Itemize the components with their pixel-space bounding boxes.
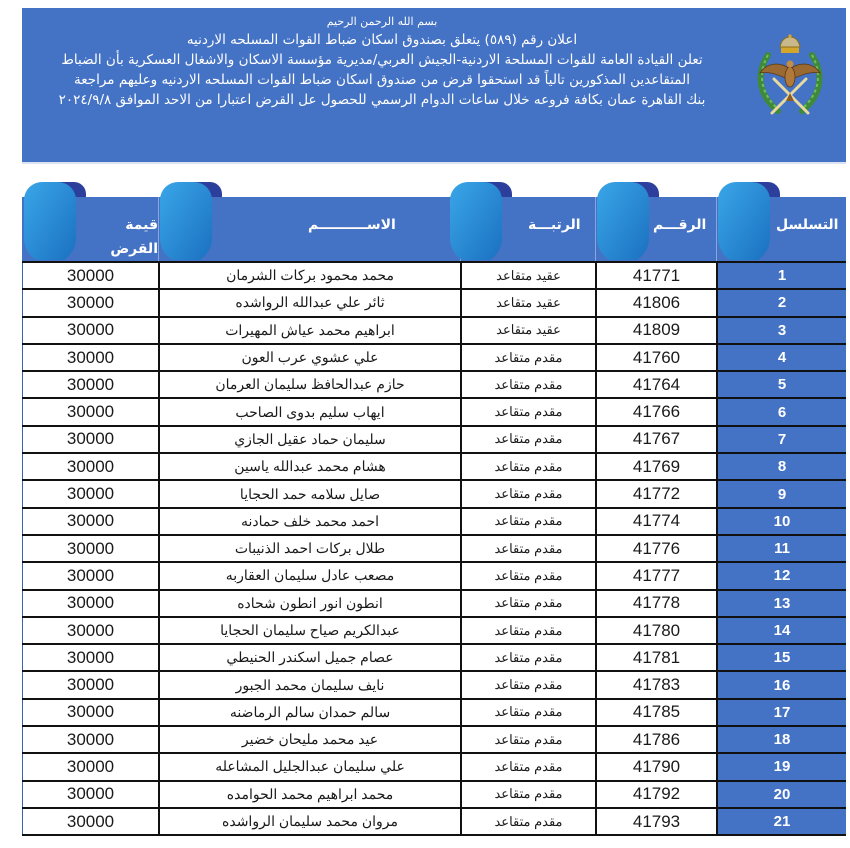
table-row [22, 454, 846, 481]
serial-cell: 13 [716, 591, 846, 616]
table-header [22, 175, 846, 261]
rank-cell: عقيد متقاعد [460, 318, 595, 343]
table-row [22, 645, 846, 672]
loan-amount-cell: 30000 [22, 509, 158, 534]
rank-cell: مقدم متقاعد [460, 399, 595, 424]
announcement-banner [22, 8, 846, 164]
number-cell: 41778 [595, 591, 716, 616]
jordan-armed-forces-emblem-icon [754, 33, 826, 123]
loan-amount-cell: 30000 [22, 481, 158, 506]
loan-amount-cell: 30000 [22, 727, 158, 752]
serial-cell: 11 [716, 536, 846, 561]
number-cell: 41786 [595, 727, 716, 752]
table-row [22, 318, 846, 345]
rank-cell: عقيد متقاعد [460, 263, 595, 288]
announcement-text [52, 14, 712, 110]
name-cell: سليمان حماد عقيل الجازي [158, 427, 460, 452]
number-cell: 41781 [595, 645, 716, 670]
ribbon-tab-icon [158, 180, 224, 260]
loan-amount-cell: 30000 [22, 399, 158, 424]
rank-cell: مقدم متقاعد [460, 618, 595, 643]
rank-cell: مقدم متقاعد [460, 754, 595, 779]
serial-cell: 16 [716, 672, 846, 697]
name-cell: ايهاب سليم بدوى الصاحب [158, 399, 460, 424]
loan-amount-cell: 30000 [22, 700, 158, 725]
loan-amount-cell: 30000 [22, 563, 158, 588]
rank-cell: مقدم متقاعد [460, 345, 595, 370]
table-row [22, 427, 846, 454]
header-label: التسلسل [776, 217, 839, 233]
table-row [22, 809, 846, 836]
number-cell: 41767 [595, 427, 716, 452]
rank-cell: مقدم متقاعد [460, 591, 595, 616]
loan-recipients-table [22, 175, 846, 831]
loan-amount-cell: 30000 [22, 427, 158, 452]
rank-cell: مقدم متقاعد [460, 672, 595, 697]
serial-cell: 6 [716, 399, 846, 424]
table-row [22, 700, 846, 727]
loan-amount-cell: 30000 [22, 372, 158, 397]
header-name [158, 175, 460, 261]
rank-cell: مقدم متقاعد [460, 372, 595, 397]
loan-amount-cell: 30000 [22, 290, 158, 315]
loan-amount-cell: 30000 [22, 618, 158, 643]
table-row [22, 591, 846, 618]
name-cell: عيد محمد مليحان خضير [158, 727, 460, 752]
table-row [22, 263, 846, 290]
header-loan-amount [22, 175, 158, 261]
table-row [22, 672, 846, 699]
rank-cell: مقدم متقاعد [460, 536, 595, 561]
rank-cell: مقدم متقاعد [460, 645, 595, 670]
name-cell: ابراهيم محمد عياش المهيرات [158, 318, 460, 343]
table-row [22, 563, 846, 590]
serial-cell: 3 [716, 318, 846, 343]
announcement-title: اعلان رقم (٥٨٩) يتعلق بصندوق اسكان ضباط القوات المسلحه الاردنيه [186, 32, 578, 48]
serial-cell: 8 [716, 454, 846, 479]
ribbon-tab-icon [448, 180, 514, 260]
serial-cell: 20 [716, 782, 846, 807]
name-cell: احمد محمد خلف حمادنه [158, 509, 460, 534]
name-cell: مروان محمد سليمان الرواشده [158, 809, 460, 834]
number-cell: 41760 [595, 345, 716, 370]
announcement-line: تعلن القيادة العامة للقوات المسلحة الاردنية-الجيش العربي/مديرية مؤسسة الاسكان والاشغال العسكرية بأن الضباط [61, 52, 703, 68]
basmala: بسم الله الرحمن الرحيم [326, 15, 438, 28]
name-cell: ثائر علي عبدالله الرواشده [158, 290, 460, 315]
table-row [22, 481, 846, 508]
number-cell: 41766 [595, 399, 716, 424]
serial-cell: 2 [716, 290, 846, 315]
loan-amount-cell: 30000 [22, 454, 158, 479]
number-cell: 41764 [595, 372, 716, 397]
serial-cell: 17 [716, 700, 846, 725]
name-cell: محمد ابراهيم محمد الحوامده [158, 782, 460, 807]
table-row [22, 727, 846, 754]
number-cell: 41793 [595, 809, 716, 834]
header-number [595, 175, 716, 261]
serial-cell: 7 [716, 427, 846, 452]
table-row [22, 782, 846, 809]
name-cell: عصام جميل اسكندر الحنيطي [158, 645, 460, 670]
name-cell: علي عشوي عرب العون [158, 345, 460, 370]
number-cell: 41806 [595, 290, 716, 315]
serial-cell: 5 [716, 372, 846, 397]
rank-cell: مقدم متقاعد [460, 727, 595, 752]
ribbon-tab-icon [595, 180, 661, 260]
number-cell: 41809 [595, 318, 716, 343]
serial-cell: 12 [716, 563, 846, 588]
number-cell: 41772 [595, 481, 716, 506]
name-cell: صايل سلامه حمد الحجايا [158, 481, 460, 506]
rank-cell: مقدم متقاعد [460, 700, 595, 725]
name-cell: عبدالكريم صياح سليمان الحجايا [158, 618, 460, 643]
table-row [22, 536, 846, 563]
loan-amount-cell: 30000 [22, 591, 158, 616]
number-cell: 41790 [595, 754, 716, 779]
table-row [22, 372, 846, 399]
number-cell: 41777 [595, 563, 716, 588]
name-cell: سالم حمدان سالم الرماضنه [158, 700, 460, 725]
serial-cell: 10 [716, 509, 846, 534]
header-label: الرتبـــة [528, 217, 581, 233]
serial-cell: 21 [716, 809, 846, 834]
loan-amount-cell: 30000 [22, 809, 158, 834]
name-cell: مصعب عادل سليمان العقاربه [158, 563, 460, 588]
serial-cell: 15 [716, 645, 846, 670]
name-cell: انطون انور انطون شحاده [158, 591, 460, 616]
table-row [22, 618, 846, 645]
serial-cell: 1 [716, 263, 846, 288]
rank-cell: عقيد متقاعد [460, 290, 595, 315]
number-cell: 41771 [595, 263, 716, 288]
announcement-line: بنك القاهرة عمان بكافة فروعه خلال ساعات الدوام الرسمي للحصول عل القرض اعتبارا من الاحد الموافق ٢٠٢٤/٩/٨ [58, 92, 706, 108]
ribbon-tab-icon [716, 180, 782, 260]
number-cell: 41785 [595, 700, 716, 725]
number-cell: 41780 [595, 618, 716, 643]
loan-amount-cell: 30000 [22, 782, 158, 807]
loan-amount-cell: 30000 [22, 263, 158, 288]
header-rank [460, 175, 595, 261]
table-row [22, 345, 846, 372]
number-cell: 41774 [595, 509, 716, 534]
rank-cell: مقدم متقاعد [460, 427, 595, 452]
serial-cell: 9 [716, 481, 846, 506]
name-cell: هشام محمد عبدالله ياسين [158, 454, 460, 479]
loan-amount-cell: 30000 [22, 672, 158, 697]
serial-cell: 18 [716, 727, 846, 752]
table-row [22, 399, 846, 426]
header-label: الاســــــــــم [308, 217, 396, 233]
serial-cell: 14 [716, 618, 846, 643]
table-row [22, 509, 846, 536]
loan-amount-cell: 30000 [22, 345, 158, 370]
name-cell: علي سليمان عبدالجليل المشاعله [158, 754, 460, 779]
loan-amount-cell: 30000 [22, 754, 158, 779]
serial-cell: 4 [716, 345, 846, 370]
name-cell: حازم عبدالحافظ سليمان العرمان [158, 372, 460, 397]
header-label: قيمة القرض [110, 217, 158, 257]
rank-cell: مقدم متقاعد [460, 454, 595, 479]
table-body [22, 261, 846, 836]
table-row [22, 754, 846, 781]
serial-cell: 19 [716, 754, 846, 779]
rank-cell: مقدم متقاعد [460, 809, 595, 834]
name-cell: نايف سليمان محمد الجبور [158, 672, 460, 697]
name-cell: طلال بركات احمد الذنيبات [158, 536, 460, 561]
rank-cell: مقدم متقاعد [460, 481, 595, 506]
rank-cell: مقدم متقاعد [460, 563, 595, 588]
header-serial [716, 175, 846, 261]
header-label: الرقـــم [653, 217, 707, 233]
rank-cell: مقدم متقاعد [460, 509, 595, 534]
rank-cell: مقدم متقاعد [460, 782, 595, 807]
loan-amount-cell: 30000 [22, 318, 158, 343]
number-cell: 41792 [595, 782, 716, 807]
name-cell: محمد محمود بركات الشرمان [158, 263, 460, 288]
loan-amount-cell: 30000 [22, 645, 158, 670]
number-cell: 41783 [595, 672, 716, 697]
number-cell: 41769 [595, 454, 716, 479]
number-cell: 41776 [595, 536, 716, 561]
announcement-line: المتقاعدين المذكورين تالياً قد استحقوا قرض من صندوق اسكان ضباط القوات المسلحه الاردنيه وعليهم مراجعة [74, 72, 690, 88]
table-row [22, 290, 846, 317]
loan-amount-cell: 30000 [22, 536, 158, 561]
